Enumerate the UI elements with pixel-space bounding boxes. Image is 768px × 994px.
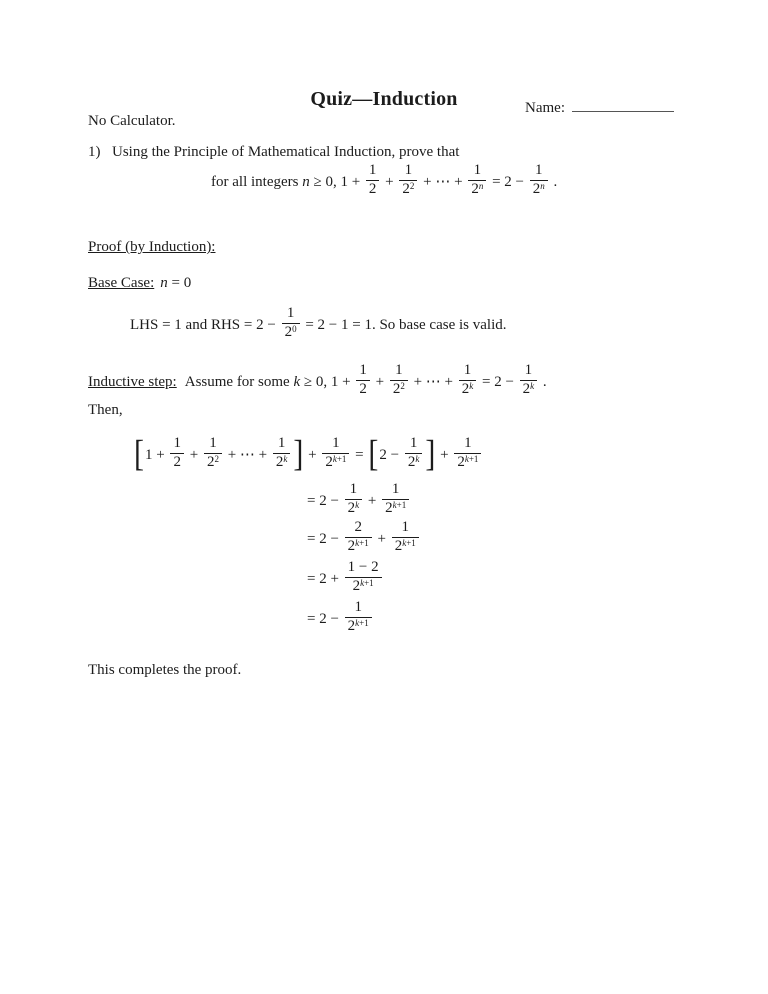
then-label: Then,	[88, 402, 123, 418]
superscript: 2	[214, 453, 219, 464]
superscript: k	[355, 499, 360, 510]
closing-statement: This completes the proof.	[88, 662, 242, 678]
problem-prompt: Using the Principle of Mathematical Induction, prove that	[112, 144, 460, 160]
fraction: $\frac{1}{2^k}$	[459, 363, 477, 398]
fraction: $\frac{1}{2^0}$	[282, 306, 300, 341]
derivation-line-1: [1 + $\frac{1}{2}$ + $\frac{1}{2^2}$ + ⋯ + $\frac{1}{2^k}$ ] + $\frac{1}{2^{k+1}}$ = [2 − $\frac{1}{2^k}$ ] + $\frac{1}{2^{k+1}}$	[133, 438, 483, 473]
superscript: k	[530, 380, 535, 391]
derivation-line-2: = 2 − $\frac{1}{2^k}$ + $\frac{1}{2^{k+1}}$	[307, 484, 411, 519]
superscript: k	[415, 453, 420, 464]
superscript: k+1	[360, 577, 374, 588]
fraction: $\frac{1}{2^{k+1}}$	[382, 482, 409, 517]
fraction: $\frac{1}{2^{k+1}}$	[322, 436, 349, 471]
superscript: n	[478, 180, 484, 191]
problem-number: 1)	[88, 144, 101, 160]
fraction: $\frac{1}{2^n}$	[468, 163, 486, 198]
fraction: $\frac{1}{2^{k+1}}$	[392, 520, 419, 555]
fraction: $\frac{1}{2^k}$	[520, 363, 538, 398]
derivation-line-3: = 2 − $\frac{2}{2^{k+1}}$ + $\frac{1}{2^{k+1}}$	[307, 522, 421, 557]
superscript: 2	[409, 180, 415, 191]
fraction: $\frac{1}{2^2}$	[399, 163, 417, 198]
inductive-step-label: Inductive step:	[88, 373, 177, 390]
fraction: $\frac{1 - 2}{2^{k+1}}$	[345, 560, 382, 595]
superscript: k	[283, 453, 288, 464]
inductive-step-line	[88, 362, 547, 400]
superscript: 0	[292, 323, 297, 334]
base-case-condition: n = 0	[160, 275, 192, 291]
fraction: $\frac{1}{2^n}$	[530, 163, 548, 198]
superscript: n	[540, 180, 545, 191]
base-case-heading	[88, 274, 191, 293]
name-label: Name:	[525, 100, 565, 116]
superscript: 2	[400, 380, 405, 391]
fraction: $\frac{1}{2^2}$	[204, 436, 222, 471]
problem-equation: for all integers n ≥ 0, 1 + $\frac{1}{2}$ + $\frac{1}{2^2}$ + ⋯ + $\frac{1}{2^n}$ = 2 − $\frac{1}{2^n}$ .	[211, 162, 558, 197]
derivation-line-5: = 2 − $\frac{1}{2^{k+1}}$	[307, 602, 374, 637]
name-blank-line	[572, 97, 674, 112]
superscript: k+1	[464, 453, 479, 464]
quiz-title: Quiz—Induction	[310, 88, 458, 110]
fraction: $\frac{1}{2}$	[170, 436, 184, 471]
base-case-equation: LHS = 1 and RHS = 2 − $\frac{1}{2^0}$ = 2 − 1 = 1. So base case is valid.	[130, 305, 507, 340]
fraction: $\frac{1}{2}$	[356, 363, 370, 398]
superscript: k+1	[402, 537, 416, 548]
fraction: $\frac{2}{2^{k+1}}$	[345, 520, 372, 555]
inductive-assumption-equation: Assume for some k ≥ 0, 1 + $\frac{1}{2}$ + $\frac{1}{2^2}$ + ⋯ + $\frac{1}{2^k}$ = 2 − $\frac{1}{2^k}$ .	[184, 362, 547, 397]
fraction: $\frac{1}{2^{k+1}}$	[345, 600, 372, 635]
base-case-label: Base Case:	[88, 275, 155, 291]
proof-heading: Proof (by Induction):	[88, 239, 216, 255]
superscript: k+1	[332, 453, 347, 464]
fraction: $\frac{1}{2^k}$	[273, 436, 291, 471]
no-calculator-note: No Calculator.	[88, 113, 176, 129]
problem-item	[88, 143, 459, 162]
fraction: $\frac{1}{2^{k+1}}$	[454, 436, 481, 471]
name-row	[525, 97, 674, 117]
derivation-line-4: = 2 + $\frac{1 - 2}{2^{k+1}}$	[307, 562, 384, 597]
superscript: k+1	[392, 499, 407, 510]
fraction: $\frac{1}{2}$	[366, 163, 380, 198]
superscript: k	[469, 380, 474, 391]
fraction: $\frac{1}{2^2}$	[390, 363, 408, 398]
superscript: k+1	[355, 537, 369, 548]
fraction: $\frac{1}{2^k}$	[405, 436, 423, 471]
superscript: k+1	[355, 617, 369, 628]
fraction: $\frac{1}{2^k}$	[345, 482, 363, 517]
